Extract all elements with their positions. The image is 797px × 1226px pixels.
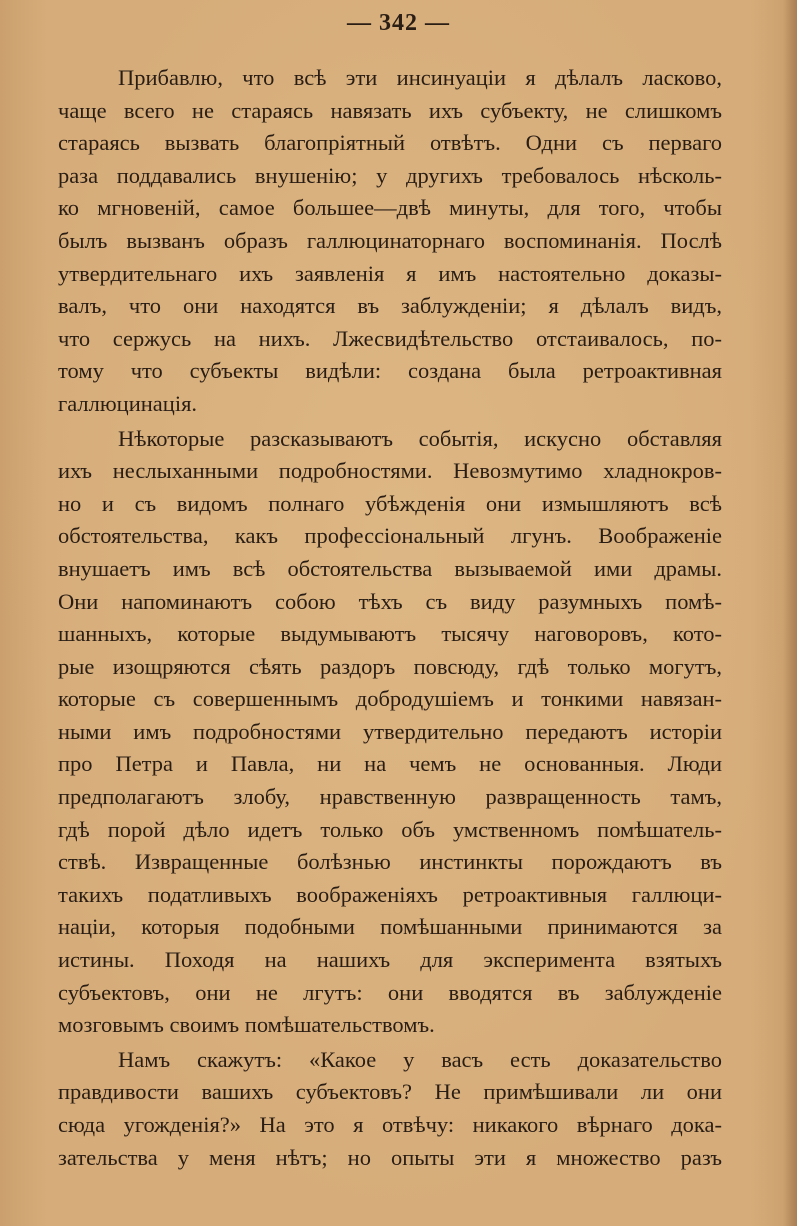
text-line: сюда угожденія?» На это я отвѣчу: никакого вѣрнаго дока- [58, 1112, 722, 1137]
text-line: мозговымъ своимъ помѣшательствомъ. [58, 1012, 435, 1038]
text-line: обстоятельства, какъ профессіональный лгунъ. Воображеніе [58, 523, 722, 549]
text-line: Нѣкоторые разсказываютъ событія, искусно обставляя [118, 425, 722, 451]
page-edge-shadow [783, 0, 797, 1226]
text-line: предполагаютъ злобу, нравственную развращенность тамъ, [58, 784, 722, 810]
paragraph-1 [58, 62, 722, 421]
paragraph-3 [58, 1044, 722, 1174]
text-line: такихъ податливыхъ воображеніяхъ ретроактивныя галлюци- [58, 881, 722, 907]
text-line: что сержусь на нихъ. Лжесвидѣтельство отстаивалось, по- [58, 325, 722, 351]
text-line: раза поддавались внушенію; у другихъ требовалось нѣсколь- [58, 162, 722, 188]
text-line: зательства у меня нѣтъ; но опыты эти я множество разъ [58, 1144, 722, 1170]
text-line: ствѣ. Извращенные болѣзнью инстинкты порождаютъ въ [58, 849, 722, 875]
text-line: Намъ скажутъ: «Какое у васъ есть доказательство [118, 1046, 722, 1072]
text-line: націи, которыя подобными помѣшанными принимаются за [58, 914, 722, 940]
text-line: рые изощряются сѣять раздоръ повсюду, гдѣ только могутъ, [58, 653, 722, 679]
text-line: шанныхъ, которые выдумываютъ тысячу наговоровъ, кото- [58, 621, 722, 647]
text-line: Они напоминаютъ собою тѣхъ съ виду разумныхъ помѣ- [58, 588, 722, 614]
text-line: истины. Походя на нашихъ для эксперимента взятыхъ [58, 947, 722, 973]
text-line: гдѣ порой дѣло идетъ только объ умственномъ помѣшатель- [58, 816, 722, 842]
text-line: былъ вызванъ образъ галлюцинаторнаго воспоминанія. Послѣ [58, 227, 722, 253]
paragraph-2 [58, 423, 722, 1042]
text-line: ными имъ подробностями утвердительно передаютъ исторіи [58, 718, 722, 744]
text-line: которые съ совершеннымъ добродушіемъ и тонкими навязан- [58, 686, 722, 712]
text-line: но и съ видомъ полнаго убѣжденія они измышляютъ всѣ [58, 490, 722, 516]
text-line: стараясь вызвать благопріятный отвѣтъ. Одни съ перваго [58, 130, 722, 156]
text-line: правдивости вашихъ субъектовъ? Не примѣшивали ли они [58, 1079, 722, 1105]
text-line: ко мгновеній, самое большее—двѣ минуты, для того, чтобы [58, 195, 722, 221]
text-line: субъектовъ, они не лгутъ: они вводятся въ заблужденіе [58, 979, 722, 1005]
text-line: валъ, что они находятся въ заблужденіи; я дѣлалъ видъ, [58, 293, 722, 319]
text-line: галлюцинація. [58, 390, 198, 416]
text-line: ихъ неслыханными подробностями. Невозмутимо хладнокров- [58, 458, 722, 484]
text-line: утвердительнаго ихъ заявленія я имъ настоятельно доказы- [58, 260, 722, 286]
text-line: про Петра и Павла, ни на чемъ не основанныя. Люди [58, 751, 722, 777]
body-text [58, 62, 722, 1174]
page-number: — 342 — [347, 10, 450, 36]
text-line: тому что субъекты видѣли: создана была ретроактивная [58, 358, 722, 384]
text-line: внушаетъ имъ всѣ обстоятельства вызываемой ими драмы. [58, 555, 722, 581]
text-line: Прибавлю, что всѣ эти инсинуаціи я дѣлалъ ласково, [118, 65, 722, 90]
text-line: чаще всего не стараясь навязать ихъ субъекту, не слишкомъ [58, 97, 722, 123]
